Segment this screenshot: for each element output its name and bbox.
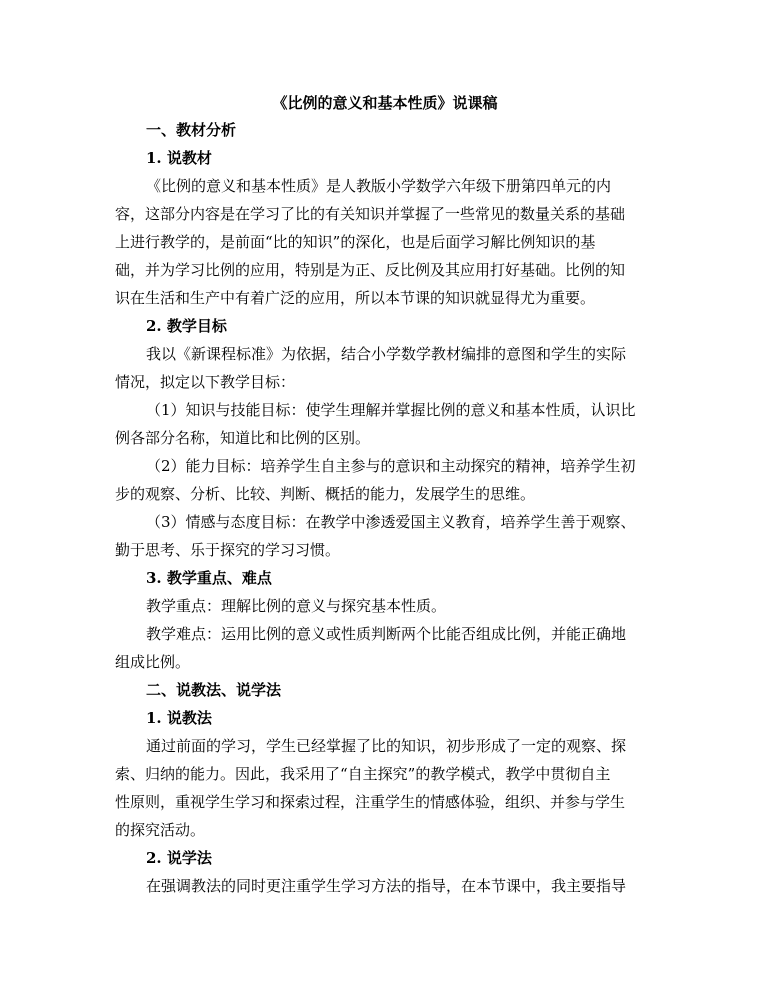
paragraph-line: （3）情感与态度目标：在教学中渗透爱国主义教育，培养学生善于观察、 xyxy=(146,513,636,531)
paragraph-line: 容，这部分内容是在学习了比的有关知识并掌握了一些常见的数量关系的基础 xyxy=(115,205,626,223)
subheading-key-points-difficulties: 3. 教学重点、难点 xyxy=(146,569,272,587)
document-title: 《比例的意义和基本性质》说课稿 xyxy=(272,94,498,112)
paragraph-line: 教学难点：运用比例的意义或性质判断两个比能否组成比例，并能正确地 xyxy=(146,625,627,643)
paragraph-line: 上进行教学的，是前面“比的知识”的深化，也是后面学习解比例知识的基 xyxy=(115,233,596,251)
paragraph-line: 我以《新课程标准》为依据，结合小学数学教材编排的意图和学生的实际 xyxy=(146,345,627,363)
paragraph-line: 情况，拟定以下教学目标： xyxy=(115,373,296,391)
section-heading-teaching-material-analysis: 一、教材分析 xyxy=(146,121,237,139)
paragraph-line: （1）知识与技能目标：使学生理解并掌握比例的意义和基本性质，认识比 xyxy=(146,401,636,419)
paragraph-line: 识在生活和生产中有着广泛的应用，所以本节课的知识就显得尤为重要。 xyxy=(115,289,596,307)
subheading-teaching-method: 1. 说教法 xyxy=(146,709,212,727)
paragraph-line: 教学重点：理解比例的意义与探究基本性质。 xyxy=(146,597,447,615)
paragraph-line: 通过前面的学习，学生已经掌握了比的知识，初步形成了一定的观察、探 xyxy=(146,737,627,755)
section-heading-teaching-learning-methods: 二、说教法、说学法 xyxy=(146,681,282,699)
paragraph-line: 《比例的意义和基本性质》是人教版小学数学六年级下册第四单元的内 xyxy=(146,177,612,195)
paragraph-line: 础，并为学习比例的应用，特别是为正、反比例及其应用打好基础。比例的知 xyxy=(115,261,626,279)
paragraph-line: 的探究活动。 xyxy=(115,821,206,839)
paragraph-line: 步的观察、分析、比较、判断、概括的能力，发展学生的思维。 xyxy=(115,485,536,503)
subheading-teaching-objectives: 2. 教学目标 xyxy=(146,317,227,335)
paragraph-line: 在强调教法的同时更注重学生学习方法的指导，在本节课中，我主要指导 xyxy=(146,877,627,895)
paragraph-line: 性原则，重视学生学习和探索过程，注重学生的情感体验，组织、并参与学生 xyxy=(115,793,626,811)
paragraph-line: 勤于思考、乐于探究的学习习惯。 xyxy=(115,541,341,559)
paragraph-line: 组成比例。 xyxy=(115,653,191,671)
paragraph-line: 例各部分名称，知道比和比例的区别。 xyxy=(115,429,371,447)
paragraph-line: （2）能力目标：培养学生自主参与的意识和主动探究的精神，培养学生初 xyxy=(146,457,636,475)
subheading-about-material: 1. 说教材 xyxy=(146,149,212,167)
paragraph-line: 索、归纳的能力。因此，我采用了“自主探究”的教学模式，教学中贯彻自主 xyxy=(115,765,611,783)
subheading-learning-method: 2. 说学法 xyxy=(146,849,212,867)
